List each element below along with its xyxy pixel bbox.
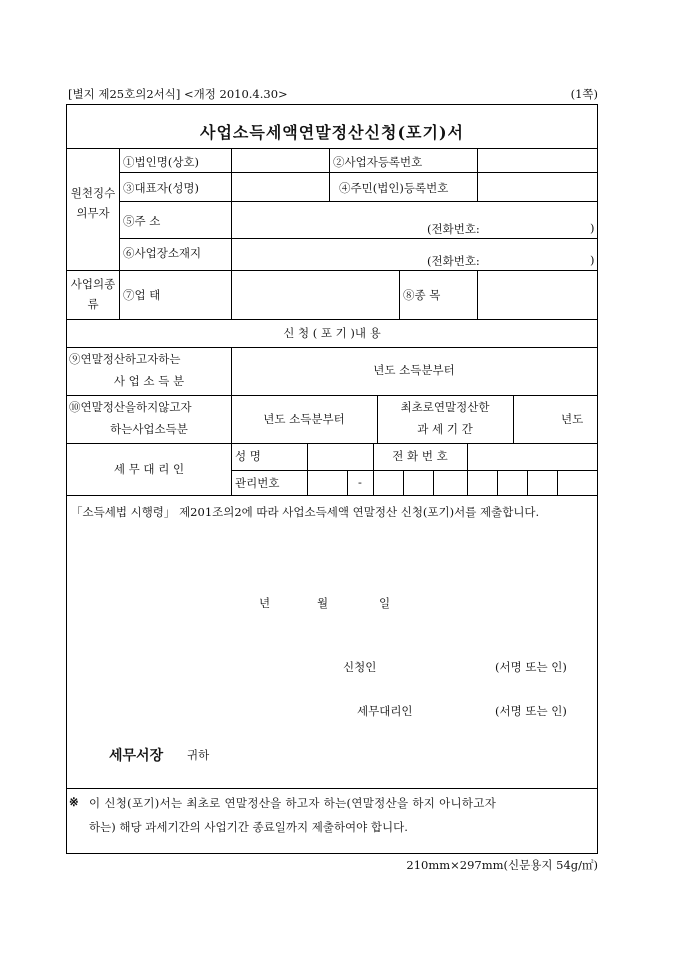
rule bbox=[433, 470, 434, 495]
agent-sign-label: 세무대리인 bbox=[357, 704, 413, 718]
rule bbox=[557, 470, 558, 495]
form-reference: [별지 제25호의2서식] <개정 2010.4.30> bbox=[68, 87, 288, 101]
mgmt-no-dash: - bbox=[358, 475, 362, 489]
rule bbox=[497, 470, 498, 495]
waive-label-line2: 하는사업소득분 bbox=[110, 422, 188, 436]
rule bbox=[403, 470, 404, 495]
rule bbox=[477, 270, 478, 319]
first-period-label-line2: 과 세 기 간 bbox=[417, 422, 473, 436]
representative-label: ③대표자(성명) bbox=[123, 181, 200, 195]
waive-label-line1: ⑩연말정산을하지않고자 bbox=[69, 400, 192, 414]
rule bbox=[67, 347, 597, 348]
addressee-suffix: 귀하 bbox=[187, 748, 210, 762]
corp-name-label: ①법인명(상호) bbox=[123, 155, 200, 169]
note-line2: 하는) 해당 과세기간의 사업기간 종료일까지 제출하여야 합니다. bbox=[89, 820, 408, 834]
withholder-section-label: 원천징수의무자 bbox=[70, 186, 116, 220]
rule bbox=[119, 148, 120, 319]
business-type-section-label: 사업의종류 bbox=[70, 277, 116, 311]
phone-close-location: ) bbox=[590, 253, 595, 267]
note-mark: ※ bbox=[69, 795, 79, 809]
rule bbox=[513, 395, 514, 443]
waive-value: 년도 소득분부터 bbox=[263, 412, 345, 426]
rule bbox=[119, 238, 597, 239]
agent-sign: (서명 또는 인) bbox=[495, 704, 567, 718]
rule bbox=[67, 148, 597, 149]
rule bbox=[67, 395, 597, 396]
applicant-sign: (서명 또는 인) bbox=[495, 660, 567, 674]
resident-no-label: ④주민(법인)등록번호 bbox=[339, 181, 449, 195]
biz-reg-no-label: ②사업자등록번호 bbox=[333, 155, 423, 169]
rule bbox=[329, 148, 330, 201]
rule bbox=[373, 470, 374, 495]
rule bbox=[67, 319, 597, 320]
addressee-office: 세무서장 bbox=[109, 748, 164, 764]
declaration-text: 「소득세법 시행령」 제201조의2에 따라 사업소득세액 연말정산 신청(포기)서를 제출합니다. bbox=[71, 505, 540, 519]
apply-label-line1: ⑨연말정산하고자하는 bbox=[69, 352, 181, 366]
date-month: 월 bbox=[317, 596, 329, 610]
business-item-label: ⑧종 목 bbox=[403, 288, 441, 302]
first-period-value: 년도 bbox=[561, 412, 584, 426]
rule bbox=[67, 788, 597, 789]
rule bbox=[67, 495, 597, 496]
paper-spec: 210mm×297mm(신문용지 54g/㎡) bbox=[406, 858, 598, 872]
rule bbox=[231, 270, 232, 319]
rule bbox=[467, 443, 468, 470]
rule bbox=[399, 270, 400, 319]
first-period-label-line1: 최초로연말정산한 bbox=[400, 400, 490, 414]
note-line1: 이 신청(포기)서는 최초로 연말정산을 하고자 하는(연말정산을 하지 아니하고자 bbox=[89, 796, 497, 810]
apply-label-line2: 사 업 소 득 분 bbox=[113, 374, 185, 388]
tax-agent-section-label: 세 무 대 리 인 bbox=[113, 462, 185, 476]
location-label: ⑥사업장소재지 bbox=[123, 246, 202, 260]
agent-mgmt-no-label: 관리번호 bbox=[235, 476, 280, 490]
rule bbox=[477, 148, 478, 201]
rule bbox=[119, 201, 597, 202]
date-day: 일 bbox=[379, 596, 391, 610]
phone-label-location: (전화번호: bbox=[427, 254, 480, 268]
rule bbox=[231, 470, 597, 471]
phone-close-address: ) bbox=[590, 221, 595, 235]
rule bbox=[67, 443, 597, 444]
agent-phone-label: 전 화 번 호 bbox=[392, 449, 448, 463]
application-heading: 신 청 ( 포 기 )내 용 bbox=[283, 326, 381, 340]
agent-name-label: 성 명 bbox=[235, 449, 261, 463]
page-number: (1쪽) bbox=[570, 87, 598, 101]
rule bbox=[527, 470, 528, 495]
applicant-label: 신청인 bbox=[343, 660, 377, 674]
application-form bbox=[66, 104, 598, 854]
rule bbox=[307, 443, 308, 495]
business-category-label: ⑦업 태 bbox=[123, 288, 161, 302]
date-year: 년 bbox=[259, 596, 271, 610]
form-title: 사업소득세액연말정산신청(포기)서 bbox=[200, 123, 464, 142]
rule bbox=[231, 148, 232, 271]
phone-label-address: (전화번호: bbox=[427, 222, 480, 236]
rule bbox=[67, 270, 597, 271]
apply-value: 년도 소득분부터 bbox=[373, 363, 455, 377]
address-label: ⑤주 소 bbox=[123, 214, 161, 228]
rule bbox=[467, 470, 468, 495]
rule bbox=[119, 172, 597, 173]
